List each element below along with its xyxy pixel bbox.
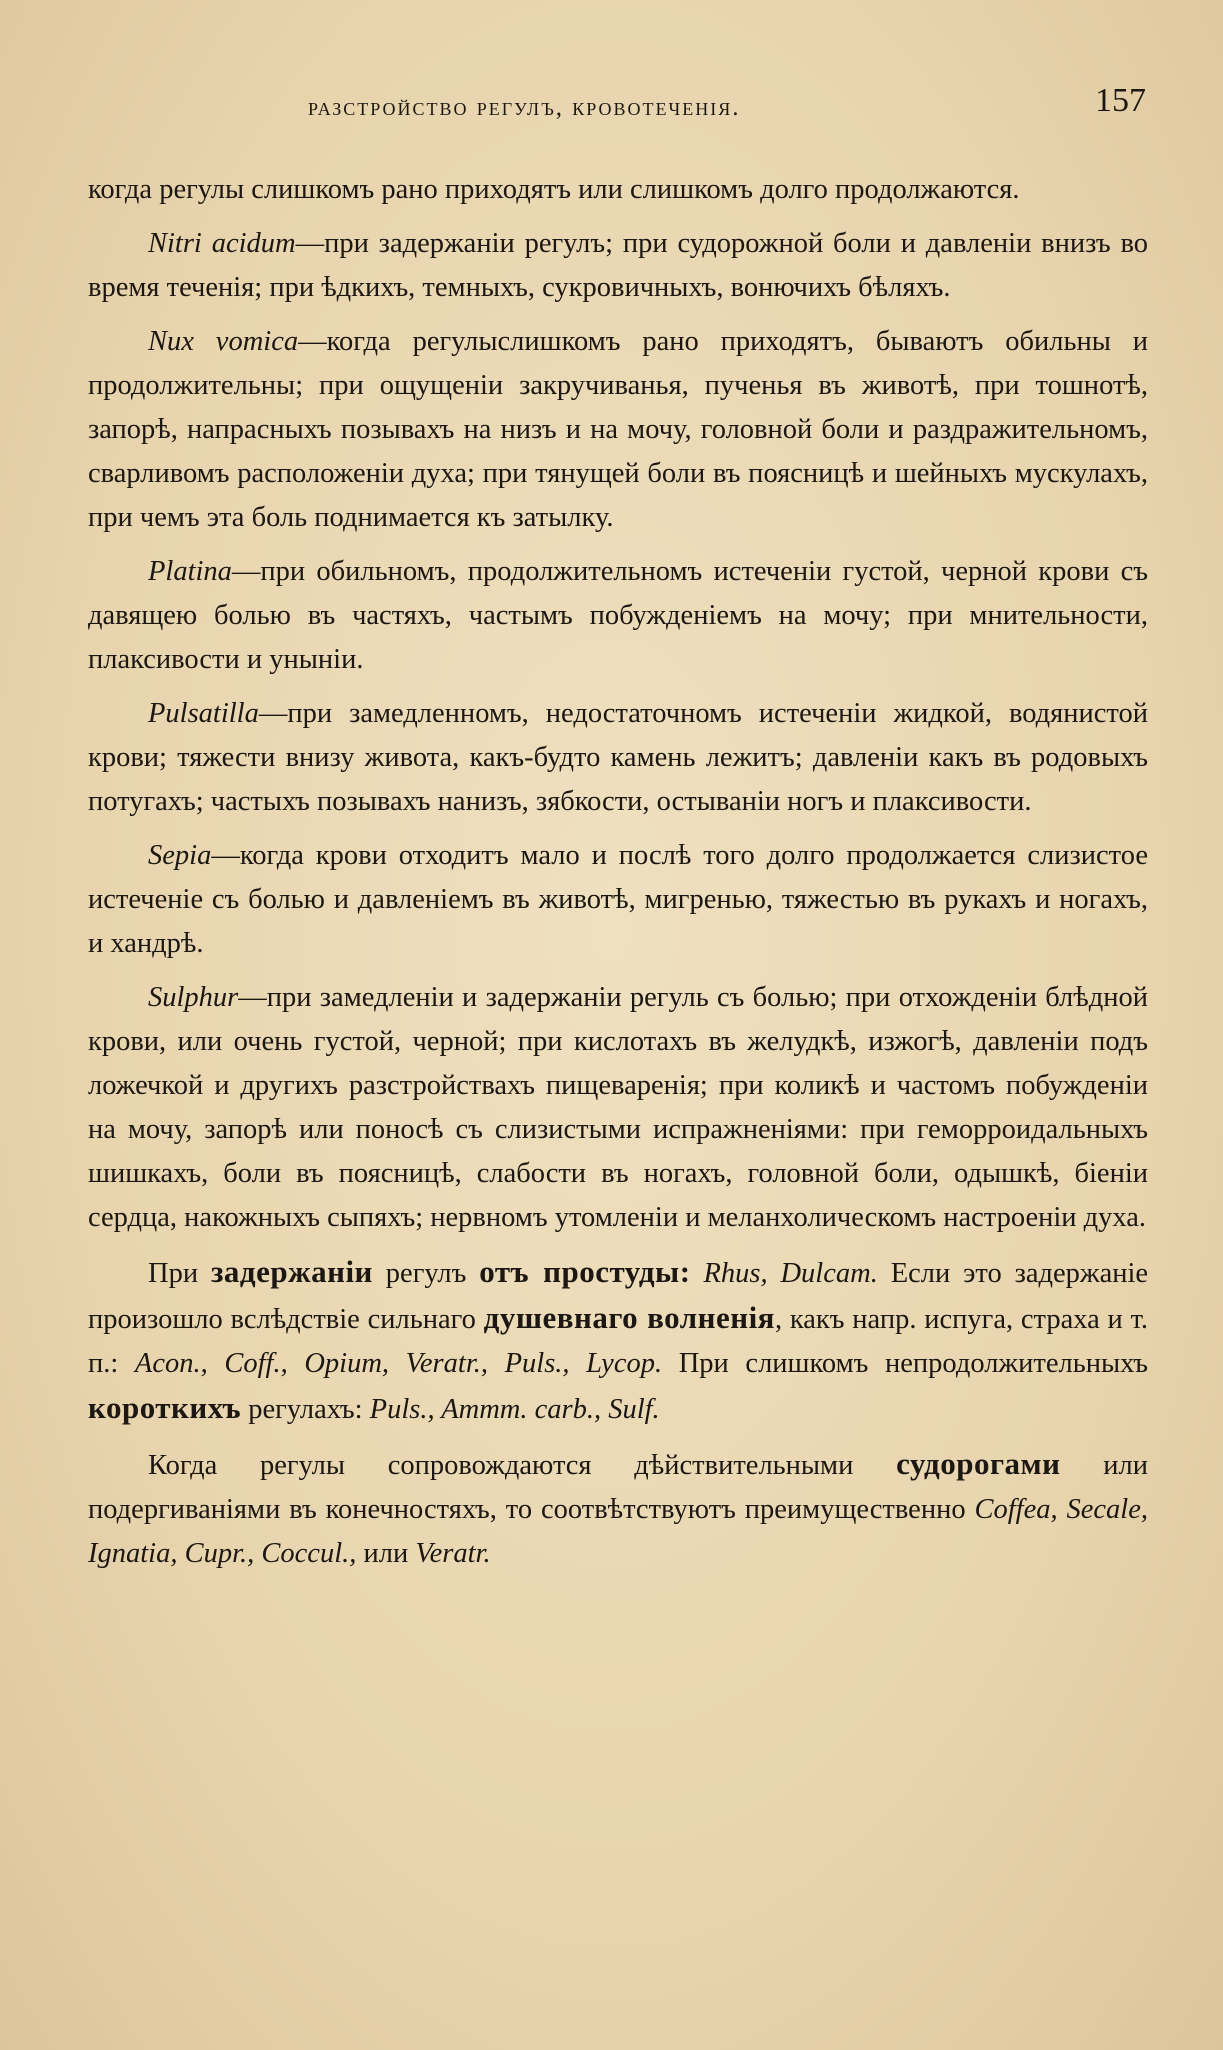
text-run: или [356,1538,416,1569]
remedy-name: Puls., Ammm. carb., Sulf. [369,1394,660,1425]
text-run [691,1258,704,1289]
emphasis: судорогами [896,1446,1061,1481]
remedy-name: Sulphur [148,982,239,1013]
paragraph [88,1250,1148,1432]
text-run: При [148,1258,211,1289]
paragraph [88,222,1148,310]
text-run: Если это задержаніе произошло вслѣдствіе сильнаго [88,1258,1149,1335]
paragraph [88,692,1148,824]
remedy-name: Nux vomica [148,326,299,357]
text-run: регулъ [372,1258,480,1289]
text-run: —при задержаніи регулъ; при судорожной боли и давленіи внизъ во время теченія; при ѣдкихъ, темныхъ, сукровичныхъ, вонючихъ бѣляхъ. [88,228,1148,303]
text-run: , какъ напр. испуга, страха и т. п.: [88,1304,1149,1379]
remedy-name: Acon., Coff., Opium, Veratr., Puls., Lycop. [134,1348,663,1379]
remedy-name: Coffea, Secale, Ignatia, Cupr., Coccul., [88,1494,1148,1569]
remedy-name: Pulsatilla [148,698,259,729]
text-run: —когда регулыслишкомъ рано приходятъ, бываютъ обильны и продолжительны; при ощущеніи закручиванья, пученья въ животѣ, при тошнотѣ, запорѣ, напрасныхъ позывахъ на низъ и на мочу, головной боли и раздражительномъ, сварливомъ расположеніи духа; при тянущей боли въ поясницѣ и шейныхъ мускулахъ, при чемъ эта боль поднимается къ затылку. [88,326,1148,533]
remedy-name: Sepia [148,840,212,871]
running-title: разстройство регулъ, кровотеченія. [308,94,741,121]
remedy-name: Nitri acidum [148,228,296,259]
paragraph [88,976,1148,1240]
emphasis: душевнаго волненія [483,1300,775,1335]
paragraph [88,1442,1148,1576]
remedy-name: Rhus, Dulcam. [703,1258,878,1289]
remedy-name: Veratr. [415,1538,491,1569]
paragraph [88,550,1148,682]
remedy-name: Platina [148,556,232,587]
paragraph [88,168,1148,212]
text-run: или подергиваніями въ конечностяхъ, то соотвѣтствуютъ преимущественно [88,1450,1148,1525]
emphasis: короткихъ [88,1390,242,1425]
text-run: когда регулы слишкомъ рано приходятъ или слишкомъ долго продолжаются. [88,174,1020,205]
paragraph [88,320,1148,540]
text-run: регулахъ: [241,1394,370,1425]
text-run: При слишкомъ непродолжительныхъ [662,1348,1148,1379]
page-number: 157 [1095,82,1146,119]
text-run: —при замедленіи и задержаніи регуль съ болью; при отхожденіи блѣдной крови, или очень густой, черной; при кислотахъ въ желудкѣ, изжогѣ, давленіи подъ ложечкой и другихъ разстройствахъ пищеваренія; при коликѣ и частомъ побужденіи на мочу, запорѣ или поносѣ съ слизистыми испражненіями: при геморроидальныхъ шишкахъ, боли въ поясницѣ, слабости въ ногахъ, головной боли, одышкѣ, біеніи сердца, накожныхъ сыпяхъ; нервномъ утомленіи и меланхолическомъ настроеніи духа. [88,982,1148,1233]
running-head [88,82,1146,132]
text-run: —когда крови отходитъ мало и послѣ того долго продолжается слизистое истеченіе съ болью и давленіемъ въ животѣ, мигренью, тяжестью въ рукахъ и ногахъ, и хандрѣ. [88,840,1148,959]
paragraph [88,834,1148,966]
text-run: Когда регулы сопровождаются дѣйствительными [148,1450,897,1481]
emphasis: отъ простуды: [479,1254,691,1289]
emphasis: задержаніи [210,1254,373,1289]
text-run: —при обильномъ, продолжительномъ истеченіи густой, черной крови съ давящею болью въ частяхъ, частымъ побужденіемъ на мочу; при мнительности, плаксивости и уныніи. [88,556,1148,675]
body-text [88,168,1148,1586]
text-run: —при замедленномъ, недостаточномъ истеченіи жидкой, водянистой крови; тяжести внизу живота, какъ-будто камень лежитъ; давленіи какъ въ родовыхъ потугахъ; частыхъ позывахъ нанизъ, зябкости, остываніи ногъ и плаксивости. [88,698,1148,817]
